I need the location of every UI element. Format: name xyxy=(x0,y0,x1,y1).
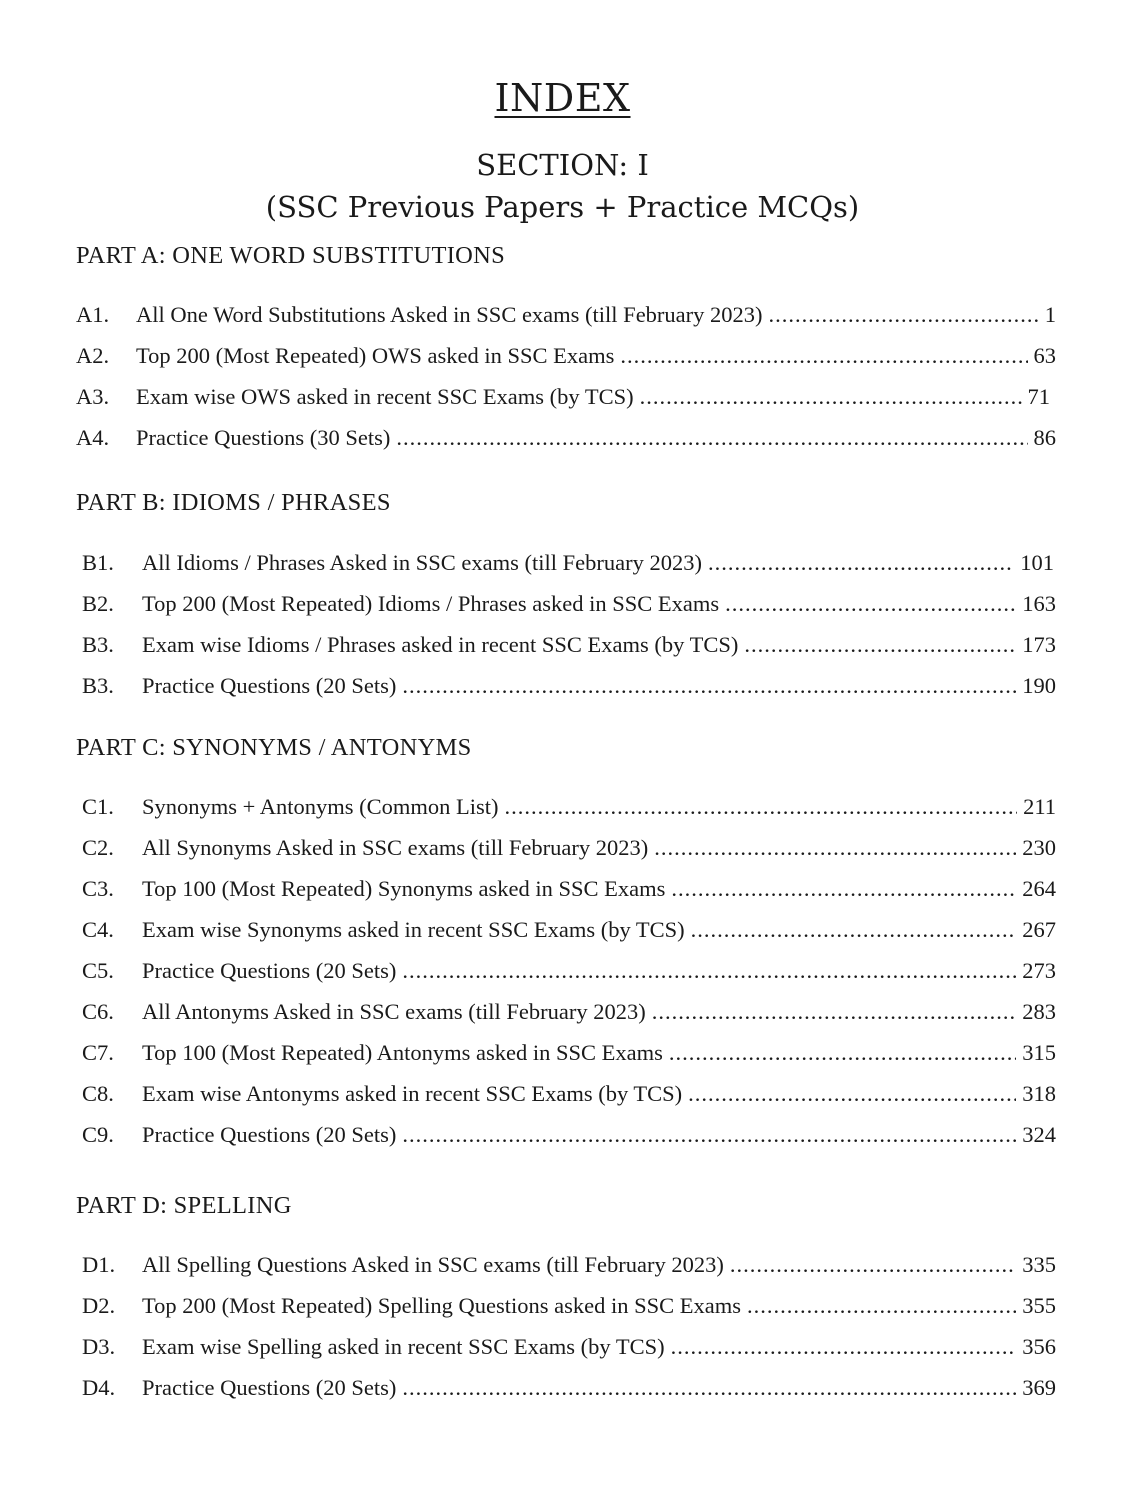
entry-code: D3. xyxy=(82,1334,116,1359)
entry-page: 356 xyxy=(1022,1334,1056,1359)
dot-leader xyxy=(402,673,1016,699)
toc-entry-a3[interactable] xyxy=(76,384,1050,414)
entry-code: A2. xyxy=(76,343,110,368)
entry-page: 318 xyxy=(1022,1081,1056,1106)
entry-page: 273 xyxy=(1022,958,1056,983)
entry-title: Top 100 (Most Repeated) Synonyms asked in SSC Exams xyxy=(142,876,666,901)
entry-code: D4. xyxy=(82,1375,116,1400)
dot-leader xyxy=(654,835,1016,861)
entry-code: B2. xyxy=(82,591,114,616)
entry-page: 335 xyxy=(1022,1252,1056,1277)
entry-title: Exam wise Spelling asked in recent SSC Exams (by TCS) xyxy=(142,1334,665,1359)
toc-entry-b1[interactable] xyxy=(82,550,1054,580)
toc-entry-b3[interactable] xyxy=(82,632,1056,662)
entry-title: Exam wise Synonyms asked in recent SSC Exams (by TCS) xyxy=(142,917,685,942)
entry-code: C2. xyxy=(82,835,114,860)
entry-page: 211 xyxy=(1023,794,1056,819)
entry-title: Top 200 (Most Repeated) OWS asked in SSC Exams xyxy=(136,343,615,368)
entry-title: All Synonyms Asked in SSC exams (till February 2023) xyxy=(142,835,649,860)
entry-code: D2. xyxy=(82,1293,116,1318)
entry-page: 1 xyxy=(1044,302,1056,327)
entry-code: C6. xyxy=(82,999,114,1024)
entry-code: C9. xyxy=(82,1122,114,1147)
entry-page: 230 xyxy=(1022,835,1056,860)
entry-code: C3. xyxy=(82,876,114,901)
toc-entry-a1[interactable] xyxy=(76,302,1056,332)
entry-page: 324 xyxy=(1022,1122,1056,1147)
entry-code: C7. xyxy=(82,1040,114,1065)
toc-entry-c7[interactable] xyxy=(82,1040,1056,1070)
toc-entry-d1[interactable] xyxy=(82,1252,1056,1282)
dot-leader xyxy=(691,917,1017,943)
toc-entry-a2[interactable] xyxy=(76,343,1056,373)
dot-leader xyxy=(640,384,1022,410)
dot-leader xyxy=(688,1081,1016,1107)
entry-title: Top 100 (Most Repeated) Antonyms asked in SSC Exams xyxy=(142,1040,663,1065)
entry-title: Practice Questions (20 Sets) xyxy=(142,958,397,983)
entry-page: 267 xyxy=(1022,917,1056,942)
dot-leader xyxy=(671,876,1016,902)
toc-entry-d4[interactable] xyxy=(82,1375,1056,1405)
toc-entry-c1[interactable] xyxy=(82,794,1056,824)
entry-code: A1. xyxy=(76,302,110,327)
entry-code: A3. xyxy=(76,384,110,409)
entry-code: B3. xyxy=(82,632,114,657)
toc-entry-c4[interactable] xyxy=(82,917,1056,947)
part-heading: PART B: IDIOMS / PHRASES xyxy=(76,489,391,516)
toc-entry-c3[interactable] xyxy=(82,876,1056,906)
dot-leader xyxy=(504,794,1017,820)
entry-title: Practice Questions (30 Sets) xyxy=(136,425,391,450)
entry-code: C5. xyxy=(82,958,114,983)
entry-title: All Idioms / Phrases Asked in SSC exams (till February 2023) xyxy=(142,550,702,575)
entry-title: Practice Questions (20 Sets) xyxy=(142,1375,397,1400)
dot-leader xyxy=(669,1040,1016,1066)
entry-code: A4. xyxy=(76,425,110,450)
toc-entry-b4[interactable] xyxy=(82,673,1056,703)
toc-entry-c8[interactable] xyxy=(82,1081,1056,1111)
dot-leader xyxy=(402,1122,1016,1148)
dot-leader xyxy=(620,343,1027,369)
entry-page: 86 xyxy=(1033,425,1056,450)
entry-code: B3. xyxy=(82,673,114,698)
entry-page: 355 xyxy=(1022,1293,1056,1318)
dot-leader xyxy=(402,1375,1016,1401)
entry-page: 315 xyxy=(1022,1040,1056,1065)
entry-code: B1. xyxy=(82,550,114,575)
section-title: SECTION: I xyxy=(476,148,649,182)
entry-title: Top 200 (Most Repeated) Idioms / Phrases asked in SSC Exams xyxy=(142,591,720,616)
entry-title: Practice Questions (20 Sets) xyxy=(142,1122,397,1147)
entry-title: Exam wise OWS asked in recent SSC Exams (by TCS) xyxy=(136,384,634,409)
entry-code: D1. xyxy=(82,1252,116,1277)
toc-entry-c5[interactable] xyxy=(82,958,1056,988)
part-heading: PART A: ONE WORD SUBSTITUTIONS xyxy=(76,242,506,269)
dot-leader xyxy=(769,302,1039,328)
toc-entry-d3[interactable] xyxy=(82,1334,1056,1364)
dot-leader xyxy=(652,999,1017,1025)
entry-title: Exam wise Antonyms asked in recent SSC Exams (by TCS) xyxy=(142,1081,683,1106)
entry-title: Top 200 (Most Repeated) Spelling Questions asked in SSC Exams xyxy=(142,1293,742,1318)
toc-entry-d2[interactable] xyxy=(82,1293,1056,1323)
entry-title: Synonyms + Antonyms (Common List) xyxy=(142,794,499,819)
toc-entry-c9[interactable] xyxy=(82,1122,1056,1152)
dot-leader xyxy=(708,550,1014,576)
entry-code: C4. xyxy=(82,917,114,942)
toc-entry-c6[interactable] xyxy=(82,999,1056,1029)
index-title: INDEX xyxy=(494,76,631,120)
entry-title: All Spelling Questions Asked in SSC exams (till February 2023) xyxy=(142,1252,724,1277)
entry-title: All Antonyms Asked in SSC exams (till February 2023) xyxy=(142,999,646,1024)
dot-leader xyxy=(671,1334,1017,1360)
section-subtitle: (SSC Previous Papers + Practice MCQs) xyxy=(265,190,860,224)
dot-leader xyxy=(747,1293,1016,1319)
entry-page: 63 xyxy=(1033,343,1056,368)
entry-page: 283 xyxy=(1022,999,1056,1024)
part-heading: PART C: SYNONYMS / ANTONYMS xyxy=(76,734,472,761)
dot-leader xyxy=(396,425,1027,451)
entry-page: 190 xyxy=(1022,673,1056,698)
part-heading: PART D: SPELLING xyxy=(76,1192,292,1219)
entry-page: 163 xyxy=(1022,591,1056,616)
entry-title: Practice Questions (20 Sets) xyxy=(142,673,397,698)
dot-leader xyxy=(730,1252,1016,1278)
dot-leader xyxy=(725,591,1016,617)
entry-code: C1. xyxy=(82,794,114,819)
toc-entry-b2[interactable] xyxy=(82,591,1056,621)
entry-title: Exam wise Idioms / Phrases asked in recent SSC Exams (by TCS) xyxy=(142,632,739,657)
entry-code: C8. xyxy=(82,1081,114,1106)
dot-leader xyxy=(402,958,1016,984)
toc-entry-c2[interactable] xyxy=(82,835,1056,865)
entry-page: 101 xyxy=(1020,550,1054,575)
entry-title: All One Word Substitutions Asked in SSC exams (till February 2023) xyxy=(136,302,763,327)
entry-page: 369 xyxy=(1022,1375,1056,1400)
dot-leader xyxy=(744,632,1016,658)
entry-page: 264 xyxy=(1022,876,1056,901)
entry-page: 71 xyxy=(1027,384,1050,409)
toc-entry-a4[interactable] xyxy=(76,425,1056,455)
entry-page: 173 xyxy=(1022,632,1056,657)
